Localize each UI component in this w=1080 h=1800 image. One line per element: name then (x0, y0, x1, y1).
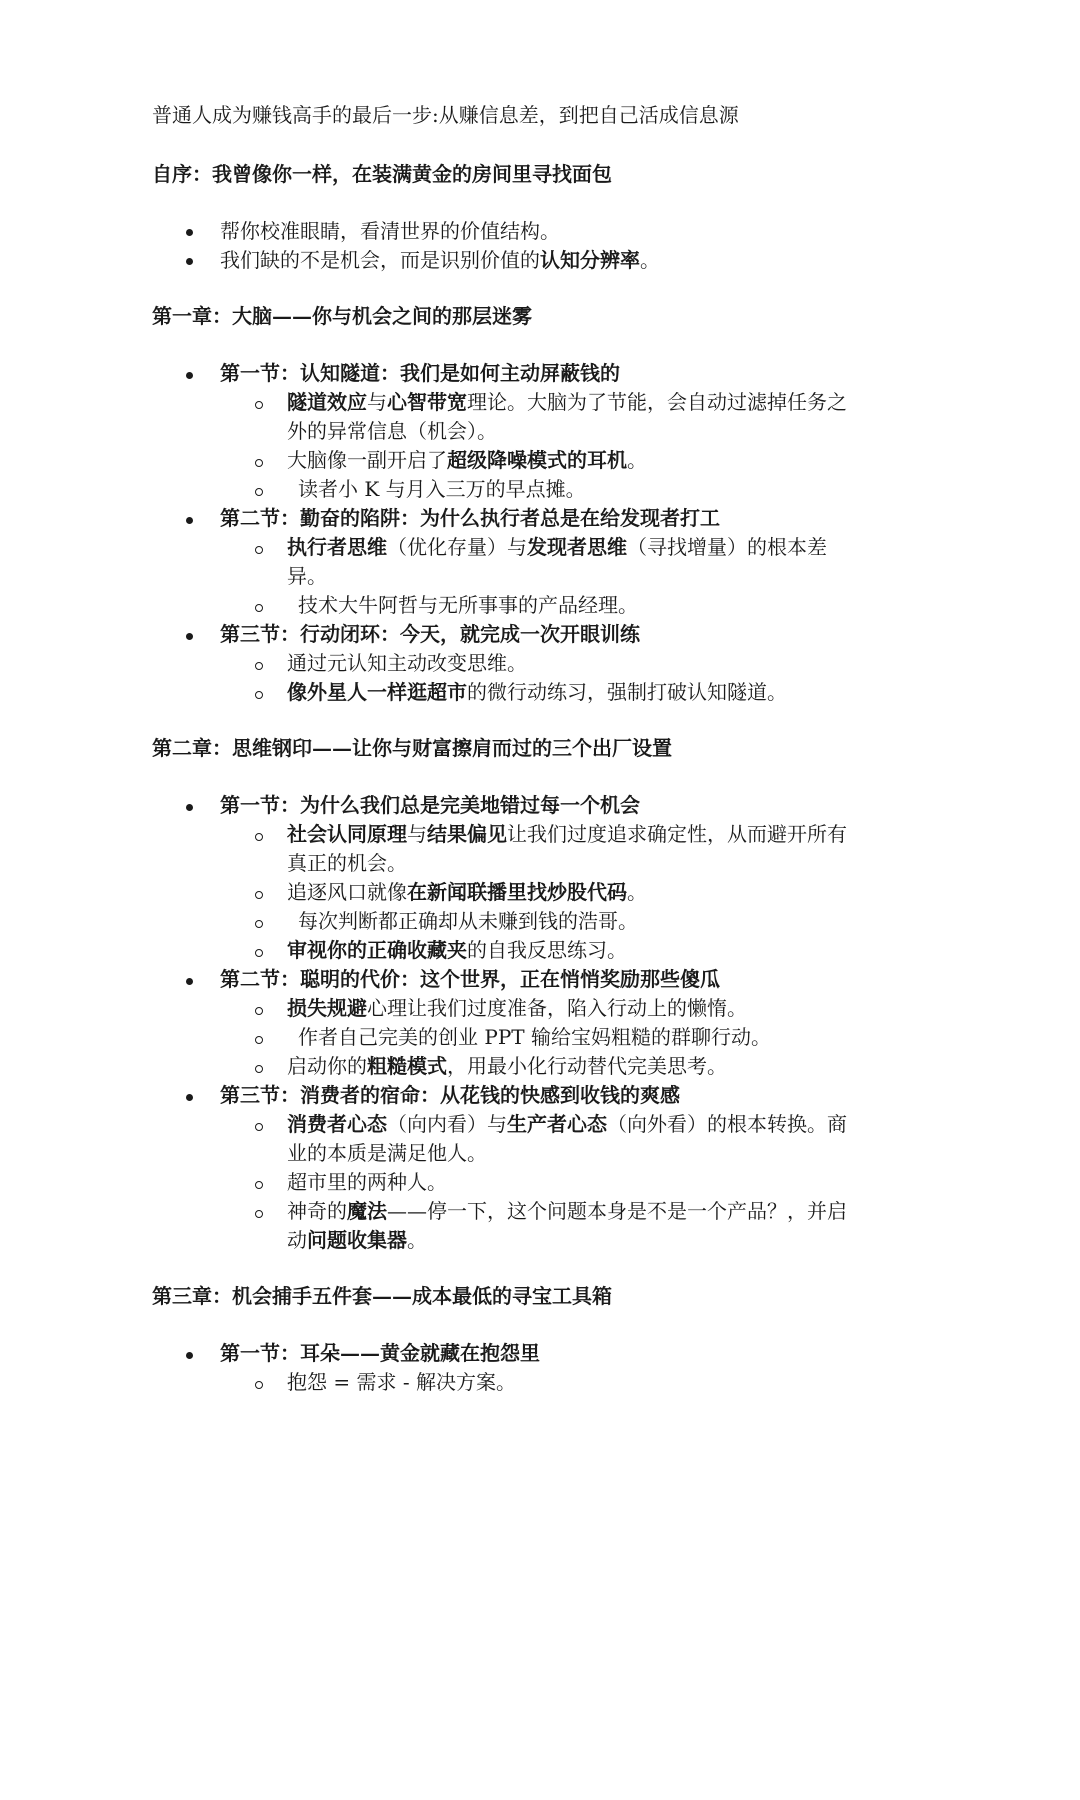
chapter-1-heading: 第一章：大脑——你与机会之间的那层迷雾 (152, 304, 532, 328)
ch2-s1-item-3: 每次判断都正确却从未赚到钱的浩哥。 (298, 909, 638, 933)
ch1-s3-item-1: 通过元认知主动改变思维。 (287, 651, 527, 675)
ch1-s1-item-1-cont: 外的异常信息（机会）。 (287, 419, 497, 443)
circle-bullet (255, 891, 263, 899)
ch1-s3-item-2: 像外星人一样逛超市的微行动练习，强制打破认知隧道。 (287, 680, 787, 704)
bullet-disc (186, 229, 193, 236)
ch2-section-2-title: 第二节：聪明的代价：这个世界，正在悄悄奖励那些傻瓜 (220, 967, 720, 991)
circle-bullet (255, 1065, 263, 1073)
circle-bullet (255, 1036, 263, 1044)
ch2-s1-item-4: 审视你的正确收藏夹的自我反思练习。 (287, 938, 627, 962)
ch1-s2-item-2: 技术大牛阿哲与无所事事的产品经理。 (298, 593, 638, 617)
chapter-2-heading: 第二章：思维钢印——让你与财富擦肩而过的三个出厂设置 (152, 736, 672, 760)
ch3-s1-item-1: 抱怨 = 需求 - 解决方案。 (287, 1370, 516, 1394)
preface-heading: 自序：我曾像你一样，在装满黄金的房间里寻找面包 (152, 162, 612, 186)
bullet-disc (186, 633, 193, 640)
ch2-s3-item-3: 神奇的魔法——停一下，这个问题本身是不是一个产品？，并启 (287, 1199, 847, 1223)
ch2-s3-item-2: 超市里的两种人。 (287, 1170, 447, 1194)
preface-bullet-2: 我们缺的不是机会，而是识别价值的认知分辨率。 (220, 248, 660, 272)
bullet-disc (186, 258, 193, 265)
preface-bullet-1: 帮你校准眼睛，看清世界的价值结构。 (220, 219, 560, 243)
bullet-disc (186, 517, 193, 524)
circle-bullet (255, 1007, 263, 1015)
bullet-disc (186, 804, 193, 811)
document-title: 普通人成为赚钱高手的最后一步:从赚信息差，到把自己活成信息源 (152, 103, 739, 127)
circle-bullet (255, 488, 263, 496)
ch2-section-3-title: 第三节：消费者的宿命：从花钱的快感到收钱的爽感 (220, 1083, 680, 1107)
ch1-s1-item-2: 大脑像一副开启了超级降噪模式的耳机。 (287, 448, 647, 472)
ch3-section-1-title: 第一节：耳朵——黄金就藏在抱怨里 (220, 1341, 540, 1365)
circle-bullet (255, 546, 263, 554)
bullet-disc (186, 372, 193, 379)
bullet-disc (186, 978, 193, 985)
ch2-s2-item-1: 损失规避心理让我们过度准备，陷入行动上的懒惰。 (287, 996, 747, 1020)
circle-bullet (255, 691, 263, 699)
circle-bullet (255, 1381, 263, 1389)
circle-bullet (255, 1210, 263, 1218)
circle-bullet (255, 1123, 263, 1131)
circle-bullet (255, 1181, 263, 1189)
circle-bullet (255, 604, 263, 612)
ch2-s1-item-1-cont: 真正的机会。 (287, 851, 407, 875)
circle-bullet (255, 459, 263, 467)
ch2-s2-item-2: 作者自己完美的创业 PPT 输给宝妈粗糙的群聊行动。 (298, 1025, 771, 1049)
circle-bullet (255, 833, 263, 841)
ch2-s1-item-1: 社会认同原理与结果偏见让我们过度追求确定性，从而避开所有 (287, 822, 847, 846)
ch2-s3-item-3-cont: 动问题收集器。 (287, 1228, 427, 1252)
circle-bullet (255, 920, 263, 928)
ch2-section-1-title: 第一节：为什么我们总是完美地错过每一个机会 (220, 793, 640, 817)
ch1-section-1-title: 第一节：认知隧道：我们是如何主动屏蔽钱的 (220, 361, 620, 385)
ch1-s2-item-1: 执行者思维（优化存量）与发现者思维（寻找增量）的根本差 (287, 535, 827, 559)
chapter-3-heading: 第三章：机会捕手五件套——成本最低的寻宝工具箱 (152, 1284, 612, 1308)
bullet-disc (186, 1094, 193, 1101)
ch1-s1-item-3: 读者小 K 与月入三万的早点摊。 (298, 477, 586, 501)
circle-bullet (255, 662, 263, 670)
ch2-s1-item-2: 追逐风口就像在新闻联播里找炒股代码。 (287, 880, 647, 904)
ch1-s2-item-1-cont: 异。 (287, 564, 327, 588)
bullet-disc (186, 1352, 193, 1359)
circle-bullet (255, 401, 263, 409)
ch1-section-2-title: 第二节：勤奋的陷阱：为什么执行者总是在给发现者打工 (220, 506, 720, 530)
ch1-s1-item-1: 隧道效应与心智带宽理论。大脑为了节能，会自动过滤掉任务之 (287, 390, 847, 414)
ch2-s3-item-1: 消费者心态（向内看）与生产者心态（向外看）的根本转换。商 (287, 1112, 847, 1136)
ch1-section-3-title: 第三节：行动闭环：今天，就完成一次开眼训练 (220, 622, 640, 646)
ch2-s2-item-3: 启动你的粗糙模式，用最小化行动替代完美思考。 (287, 1054, 727, 1078)
ch2-s3-item-1-cont: 业的本质是满足他人。 (287, 1141, 487, 1165)
circle-bullet (255, 949, 263, 957)
